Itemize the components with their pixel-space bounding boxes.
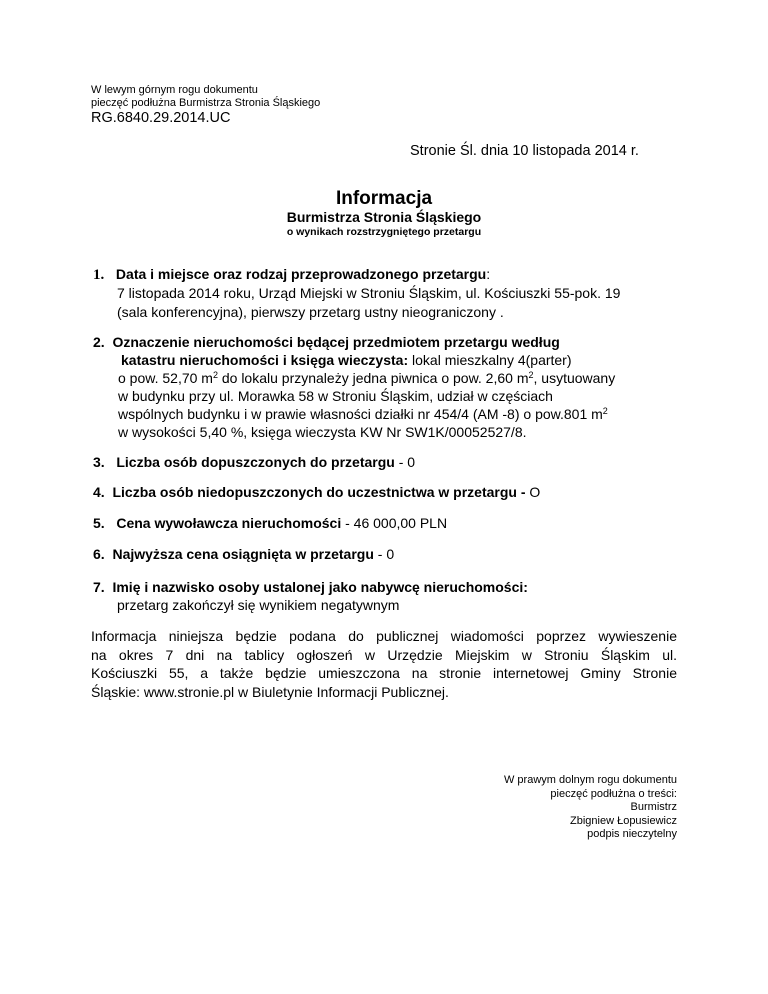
item-2-line2c: , usytuowany [533, 370, 616, 386]
item-2-line2a: o pow. 52,70 m [118, 370, 213, 386]
closing-paragraph [91, 627, 677, 701]
item-2-line2 [118, 369, 615, 388]
item-3-heading: Liczba osób dopuszczonych do przetargu [116, 454, 395, 470]
item-5-number: 5. [93, 515, 105, 531]
signature-block [380, 774, 677, 842]
stamp-note-line2: pieczęć podłużna Burmistrza Stronia Śląskiego [91, 97, 321, 109]
item-1-heading-line [93, 265, 490, 285]
item-6-value: - 0 [373, 546, 395, 562]
item-2-line1 [121, 351, 572, 370]
item-1-heading: Data i miejsce oraz rodzaj przeprowadzonego przetargu [115, 266, 487, 282]
item-1-number: 1. [93, 267, 105, 283]
item-7-heading-line [93, 578, 528, 597]
signature-line4: Zbigniew Łopusiewicz [570, 814, 677, 827]
item-7-line1: przetarg zakończył się wynikiem negatywnym [117, 597, 400, 613]
item-2-line5: w wysokości 5,40 %, księga wieczysta KW Nr SW1K/00052527/8. [118, 424, 527, 440]
item-4-heading: Liczba osób niedopuszczonych do uczestnictwa w przetargu - [112, 484, 526, 500]
item-1-colon: : [486, 266, 491, 282]
signature-line2: pieczęć podłużna o treści: [550, 787, 677, 800]
item-4-number: 4. [93, 484, 105, 500]
item-6-heading: Najwyższa cena osiągnięta w przetargu [112, 546, 374, 562]
item-4-value: O [525, 484, 541, 500]
closing-line1: Informacja niniejsza będzie podana do publicznej wiadomości poprzez wywieszenie [91, 628, 677, 644]
item-2-line4 [118, 405, 608, 424]
item-2-number: 2. [93, 334, 105, 350]
item-2-line3: w budynku przy ul. Morawka 58 w Stroniu Śląskim, udział w częściach [118, 388, 553, 404]
item-2-heading2: katastru nieruchomości i księga wieczysta: [121, 352, 409, 368]
dateline: Stronie Śl. dnia 10 listopada 2014 r. [410, 143, 639, 159]
item-1-line1: 7 listopada 2014 roku, Urząd Miejski w Stroniu Śląskim, ul. Kościuszki 55-pok. 19 [117, 285, 621, 301]
reference-number: RG.6840.29.2014.UC [91, 110, 231, 126]
closing-line4: Śląskie: www.stronie.pl w Biuletynie Informacji Publicznej. [91, 683, 449, 700]
document-subtitle: Burmistrza Stronia Śląskiego [286, 209, 482, 225]
item-3 [93, 453, 415, 472]
item-1-line2: (sala konferencyjna), pierwszy przetarg ustny nieograniczony . [117, 304, 504, 320]
item-3-value: - 0 [394, 454, 416, 470]
item-7-heading: Imię i nazwisko osoby ustalonej jako nabywcę nieruchomości: [112, 579, 528, 595]
closing-line2: na okres 7 dni na tablicy ogłoszeń w Urzędzie Miejskim w Stroniu Śląskim ul. [91, 646, 677, 663]
item-2-heading-line [93, 333, 560, 352]
item-2-sup1: 2 [212, 370, 218, 380]
signature-line5: podpis nieczytelny [587, 828, 677, 840]
item-7-number: 7. [93, 579, 105, 595]
item-2-line4a: wspólnych budynku i w prawie własności działki nr 454/4 (AM -8) o pow.801 m [118, 406, 603, 422]
item-5-value: - 46 000,00 PLN [341, 515, 448, 531]
item-2-sup3: 2 [602, 406, 608, 416]
item-2-heading1: Oznaczenie nieruchomości będącej przedmiotem przetargu według [112, 334, 560, 350]
item-6 [93, 545, 394, 564]
item-3-number: 3. [93, 454, 105, 470]
item-2-sup2: 2 [528, 370, 534, 380]
item-6-number: 6. [93, 546, 105, 562]
stamp-note-line1: W lewym górnym rogu dokumentu [91, 84, 258, 96]
item-4 [93, 483, 540, 502]
item-2-line1-rest: lokal mieszkalny 4(parter) [408, 352, 572, 368]
closing-line3: Kościuszki 55, a także będzie umieszczona na stronie internetowej Gminy Stronie [91, 665, 677, 681]
signature-line3: Burmistrz [630, 801, 677, 813]
document-title: Informacja [335, 188, 433, 209]
signature-line1: W prawym dolnym rogu dokumentu [503, 774, 677, 786]
item-5-heading: Cena wywoławcza nieruchomości [116, 515, 342, 531]
document-subsubtitle: o wynikach rozstrzygniętego przetargu [286, 226, 482, 238]
item-2-line2b: do lokalu przynależy jedna piwnica o pow. 2,60 m [217, 370, 529, 386]
item-5 [93, 514, 447, 533]
